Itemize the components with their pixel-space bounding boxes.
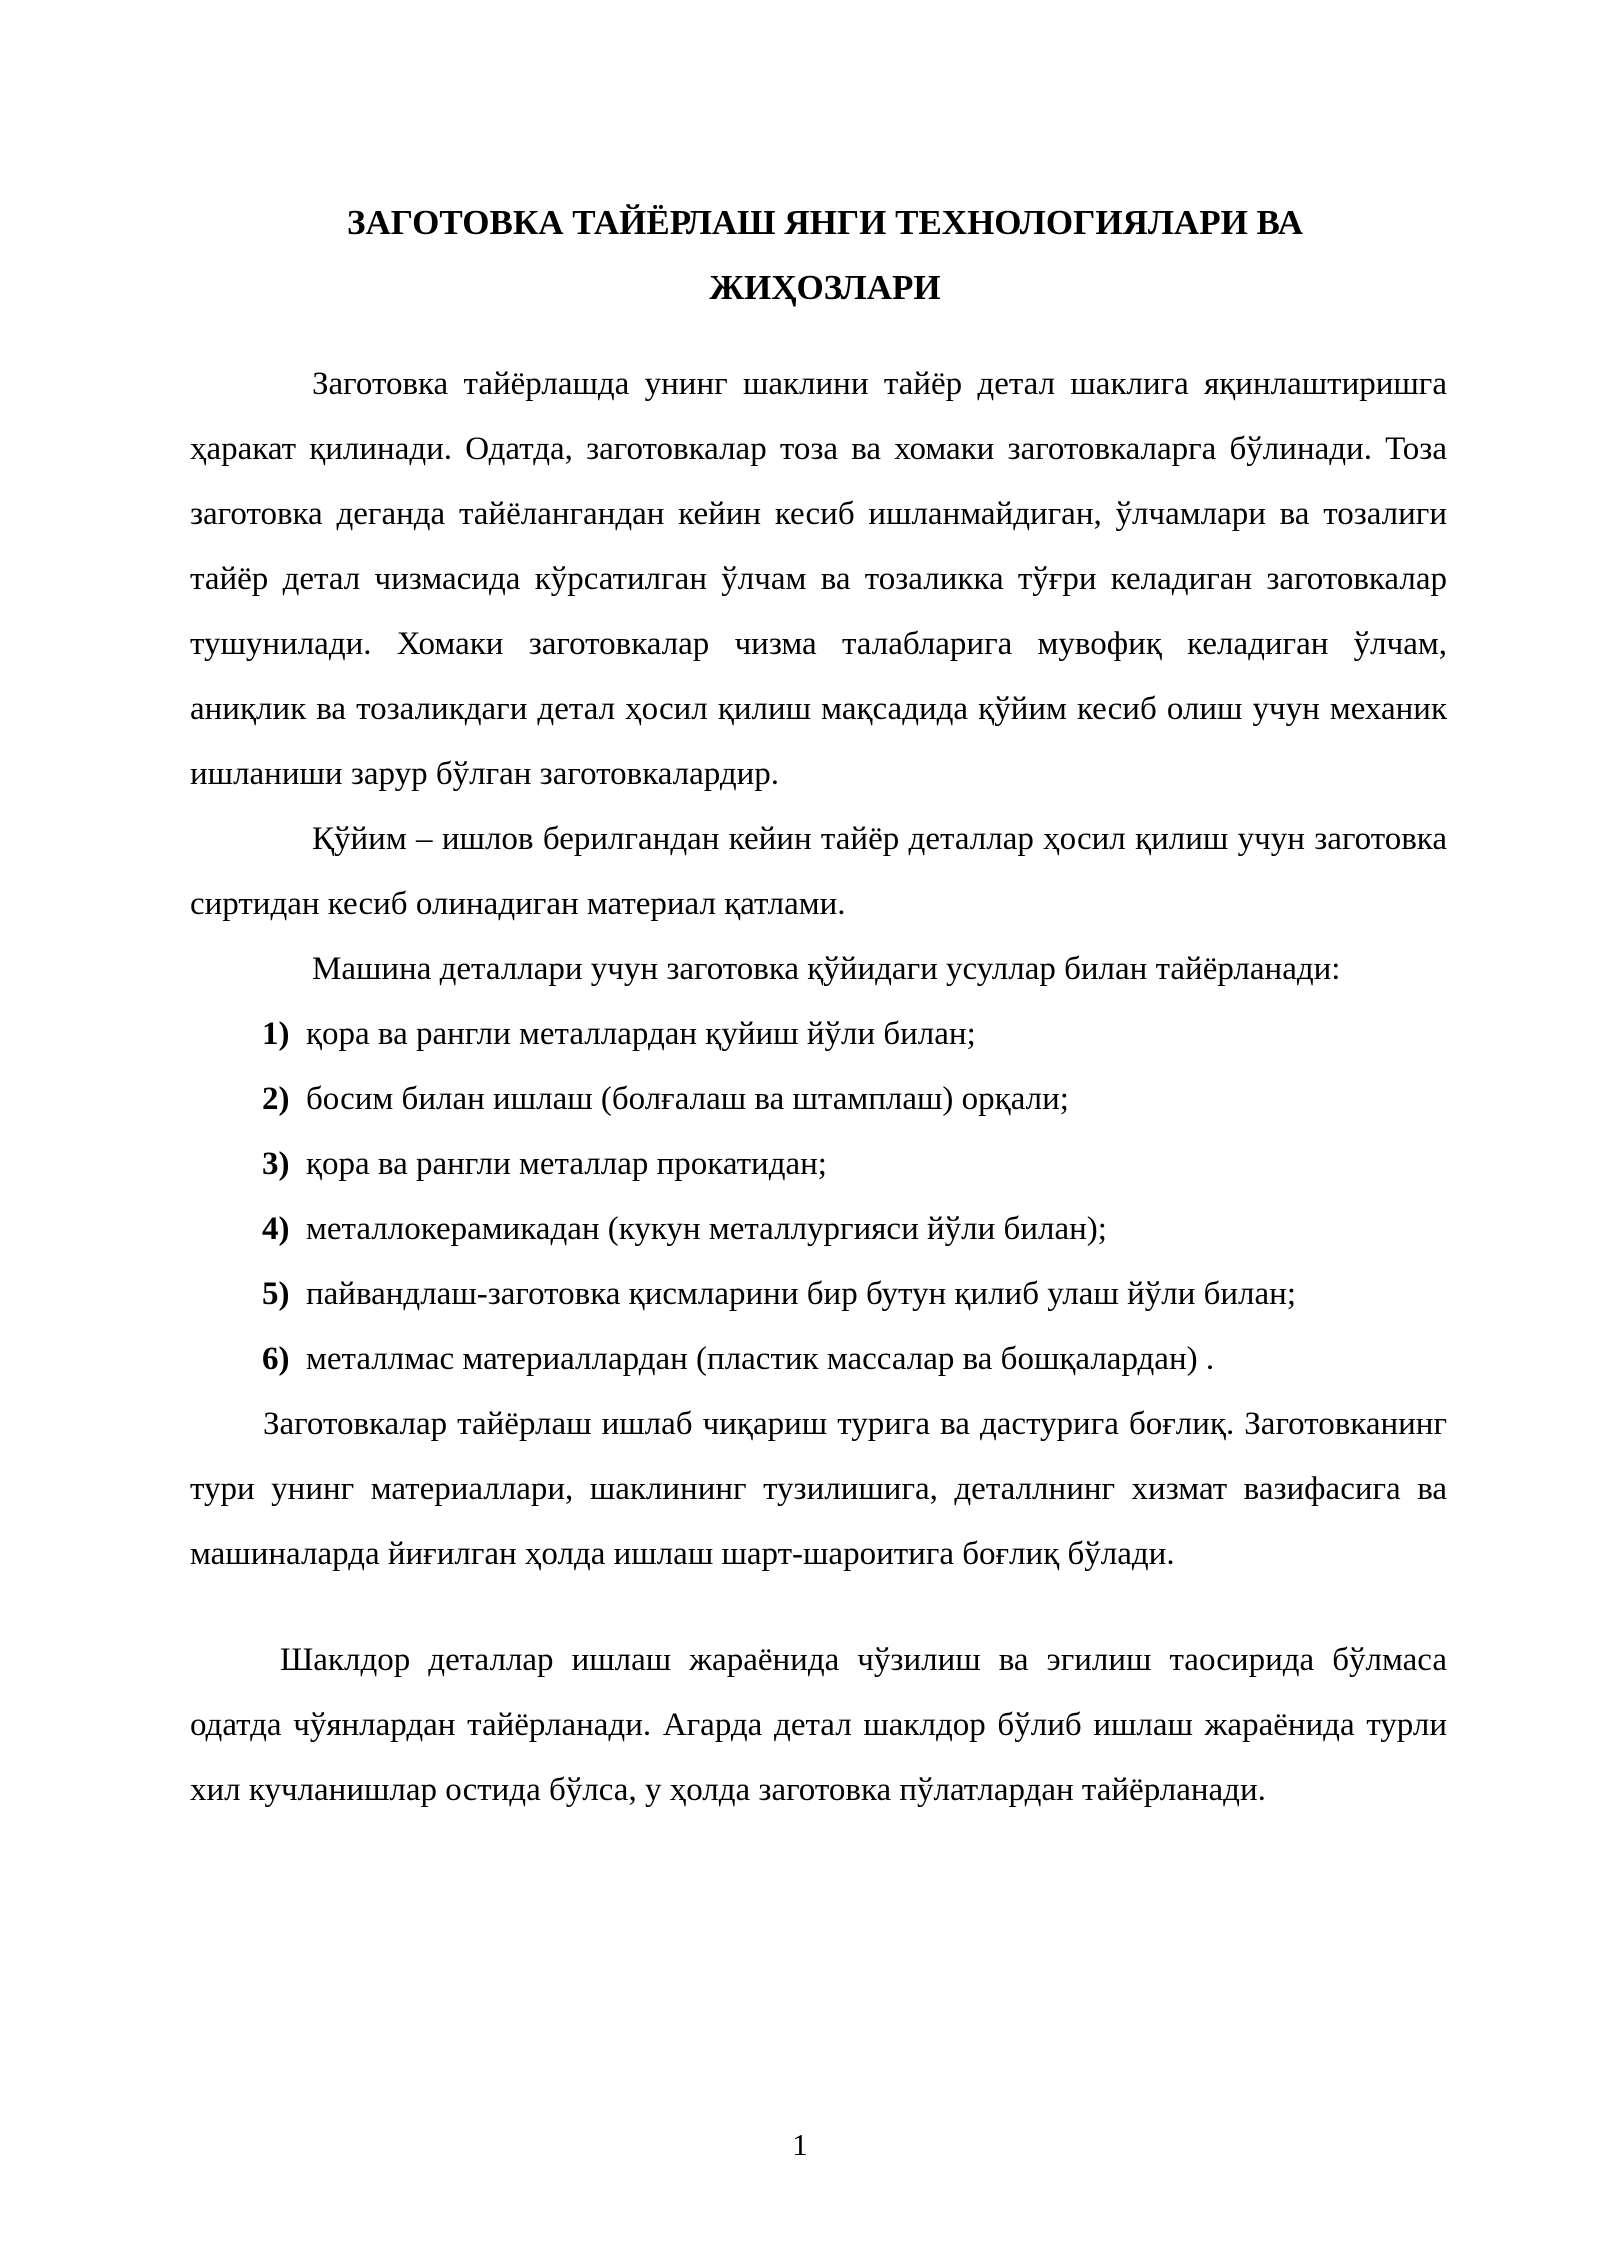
list-item-number: 1) xyxy=(262,1016,290,1052)
list-item-number: 2) xyxy=(262,1081,290,1117)
list-item xyxy=(262,1067,1447,1132)
title-line-2: ЖИҲОЗЛАРИ xyxy=(709,268,941,307)
list-item-number: 6) xyxy=(262,1341,290,1377)
paragraph-shaped-parts: Шаклдор деталлар ишлаш жараёнида чўзилиш ва эгилиш таосирида бўлмаса одатда чўянлардан тайёрланади. Агарда детал шаклдор бўлиб ишлаш жараёнида турли хил кучланишлар остида бўлса, у ҳолда заготовка пўлатлардан тайёрланади. xyxy=(190,1642,1447,1808)
methods-list xyxy=(190,1002,1447,1392)
paragraph-dependency: Заготовкалар тайёрлаш ишлаб чиқариш турига ва дастурига боғлиқ. Заготовканинг тури унинг материаллари, шаклининг тузилишига, деталлнинг хизмат вазифасига ва машиналарда йиғилган ҳолда ишлаш шарт-шароитига боғлиқ бўлади. xyxy=(190,1406,1447,1572)
list-item-number: 5) xyxy=(262,1276,290,1312)
list-item-text: босим билан ишлаш (болғалаш ва штамплаш) орқали; xyxy=(306,1081,1069,1117)
list-item-text: металлмас материаллардан (пластик массалар ва бошқалардан) . xyxy=(306,1341,1215,1377)
paragraph-methods-intro: Машина деталлари учун заготовка қўйидаги усуллар билан тайёрланади: xyxy=(312,951,1341,987)
list-item-text: металлокерамикадан (кукун металлургияси йўли билан); xyxy=(306,1211,1107,1247)
page-number: 1 xyxy=(792,2127,808,2162)
list-item-text: қора ва рангли металлар прокатидан; xyxy=(306,1146,827,1182)
list-item xyxy=(262,1132,1447,1197)
paragraph-gap xyxy=(190,1587,1447,1628)
list-item-text: пайвандлаш-заготовка қисмларини бир бутун қилиб улаш йўли билан; xyxy=(306,1276,1296,1312)
list-item xyxy=(262,1327,1447,1392)
paragraph-allowance: Қўйим – ишлов берилгандан кейин тайёр деталлар ҳосил қилиш учун заготовка сиртидан кесиб олинадиган материал қатлами. xyxy=(190,821,1447,922)
title-line-1: ЗАГОТОВКА ТАЙЁРЛАШ ЯНГИ ТЕХНОЛОГИЯЛАРИ ВА xyxy=(347,203,1303,242)
document-body xyxy=(190,352,1447,1823)
list-item-number: 3) xyxy=(262,1146,290,1182)
list-item-text: қора ва рангли металлардан қуйиш йўли билан; xyxy=(306,1016,976,1052)
list-item xyxy=(262,1197,1447,1262)
paragraph-intro: Заготовка тайёрлашда унинг шаклини тайёр детал шаклига яқинлаштиришга ҳаракат қилинади. Одатда, заготовкалар тоза ва хомаки заготовкаларга бўлинади. Тоза заготовка деганда тайёлангандан кейин кесиб ишланмайдиган, ўлчамлари ва тозалиги тайёр детал чизмасида кўрсатилган ўлчам ва тозаликка тўғри келадиган заготовкалар тушунилади. Хомаки заготовкалар чизма талабларига мувофиқ келадиган ўлчам, аниқлик ва тозаликдаги детал ҳосил қилиш мақсадида қўйим кесиб олиш учун механик ишланиши зарур бўлган заготовкалардир. xyxy=(190,366,1447,792)
document-title xyxy=(190,190,1460,320)
list-item xyxy=(262,1262,1447,1327)
list-item xyxy=(262,1002,1447,1067)
list-item-number: 4) xyxy=(262,1211,290,1247)
